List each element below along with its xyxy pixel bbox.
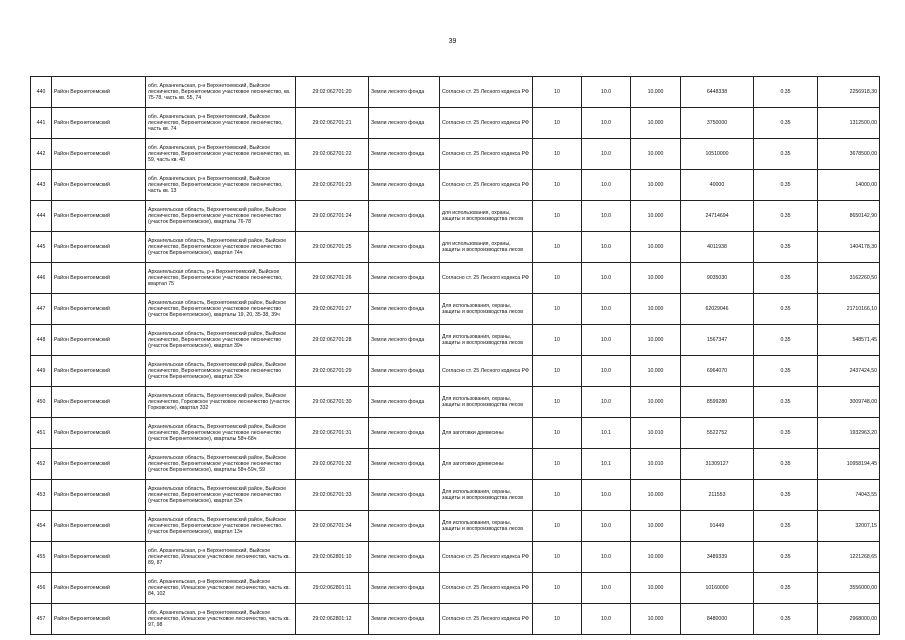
rate-cell: 0.35 [754, 294, 818, 325]
rate-cell: 0.35 [754, 201, 818, 232]
code-2-cell: 10.0 [582, 139, 631, 170]
value-cell: 548571,45 [818, 325, 880, 356]
district-cell: Район Верхнетоемский [52, 480, 146, 511]
table-row [31, 604, 880, 635]
code-1-cell: 10 [533, 77, 582, 108]
district-cell: Район Верхнетоемский [52, 201, 146, 232]
address-cell: Архангельская область, Верхнетоемский район, Выйское лесничество, Верхнетоемское участковое лесничество (участок Верхнетоемское), квартал 74ч [146, 232, 296, 263]
area-cell: 211553 [681, 480, 754, 511]
permitted-use-cell: Согласно ст. 25 Лесного кодекса РФ [440, 356, 533, 387]
permitted-use-cell: Для заготовки древесины [440, 449, 533, 480]
value-cell: 2968000,00 [818, 604, 880, 635]
area-cell: 24714694 [681, 201, 754, 232]
table-row [31, 232, 880, 263]
row-number-cell: 455 [31, 542, 52, 573]
code-2-cell: 10.1 [582, 449, 631, 480]
code-2-cell: 10.0 [582, 387, 631, 418]
district-cell: Район Верхнетоемский [52, 108, 146, 139]
value-cell: 32007,15 [818, 511, 880, 542]
address-cell: Архангельская область, Верхнетоемский район, Выйское лесничество, Верхнетоемское участковое лесничество (участок Верхнетоемское), кварталы 76-78 [146, 201, 296, 232]
land-category-cell: Земли лесного фонда [369, 170, 440, 201]
district-cell: Район Верхнетоемский [52, 542, 146, 573]
land-category-cell: Земли лесного фонда [369, 356, 440, 387]
district-cell: Район Верхнетоемский [52, 170, 146, 201]
area-cell: 31309127 [681, 449, 754, 480]
code-1-cell: 10 [533, 294, 582, 325]
code-3-cell: 10.000 [631, 77, 681, 108]
value-cell: 2256918,30 [818, 77, 880, 108]
cadastral-number-cell: 29:02:062701:27 [296, 294, 369, 325]
cadastral-number-cell: 29:02:062701:21 [296, 108, 369, 139]
address-cell: обл. Архангельская, р-н Верхнетоемский, Выйское лесничество, Илешское участковое лесничество, часть кв. 97, 98 [146, 604, 296, 635]
address-cell: обл. Архангельская, р-н Верхнетоемский, Выйское лесничество, Илешское участковое лесничество, часть кв. 84, 102 [146, 573, 296, 604]
code-3-cell: 10.000 [631, 542, 681, 573]
code-1-cell: 10 [533, 480, 582, 511]
permitted-use-cell: для использования, охраны, защиты и воспроизводства лесов [440, 201, 533, 232]
land-category-cell: Земли лесного фонда [369, 387, 440, 418]
code-1-cell: 10 [533, 139, 582, 170]
district-cell: Район Верхнетоемский [52, 232, 146, 263]
address-cell: Архангельская область, Верхнетоемский район, Выйское лесничество, Верхнетоемское участковое лесничество (участок Верхнетоемское), кварталы 58ч-68ч [146, 418, 296, 449]
address-cell: обл. Архангельская, р-н Верхнетоемский, Выйское лесничество, Верхнетоемское участковое лесничество, кв. 75-78, часть кв. 55, 74 [146, 77, 296, 108]
code-1-cell: 10 [533, 108, 582, 139]
code-2-cell: 10.0 [582, 77, 631, 108]
code-2-cell: 10.0 [582, 263, 631, 294]
code-1-cell: 10 [533, 604, 582, 635]
land-category-cell: Земли лесного фонда [369, 201, 440, 232]
code-3-cell: 10.000 [631, 356, 681, 387]
value-cell: 3009748,00 [818, 387, 880, 418]
code-2-cell: 10.0 [582, 480, 631, 511]
row-number-cell: 445 [31, 232, 52, 263]
cadastral-number-cell: 29:02:062701:29 [296, 356, 369, 387]
rate-cell: 0.35 [754, 356, 818, 387]
cadastral-number-cell: 29:02:062701:30 [296, 387, 369, 418]
code-3-cell: 10.000 [631, 511, 681, 542]
code-2-cell: 10.0 [582, 108, 631, 139]
land-category-cell: Земли лесного фонда [369, 511, 440, 542]
value-cell: 14000,00 [818, 170, 880, 201]
table-row [31, 449, 880, 480]
table-row [31, 170, 880, 201]
row-number-cell: 457 [31, 604, 52, 635]
code-3-cell: 10.000 [631, 480, 681, 511]
area-cell: 8480000 [681, 604, 754, 635]
value-cell: 3556000,00 [818, 573, 880, 604]
permitted-use-cell: Согласно ст. 25 Лесного кодекса РФ [440, 573, 533, 604]
district-cell: Район Верхнетоемский [52, 449, 146, 480]
area-cell: 1567347 [681, 325, 754, 356]
row-number-cell: 450 [31, 387, 52, 418]
code-3-cell: 10.000 [631, 232, 681, 263]
row-number-cell: 444 [31, 201, 52, 232]
code-2-cell: 10.0 [582, 604, 631, 635]
table-row [31, 77, 880, 108]
table-row [31, 263, 880, 294]
table-row [31, 325, 880, 356]
table-row [31, 108, 880, 139]
area-cell: 6964070 [681, 356, 754, 387]
code-3-cell: 10.000 [631, 325, 681, 356]
value-cell: 1404178,30 [818, 232, 880, 263]
rate-cell: 0.35 [754, 263, 818, 294]
district-cell: Район Верхнетоемский [52, 387, 146, 418]
code-3-cell: 10.000 [631, 201, 681, 232]
value-cell: 1932963,20 [818, 418, 880, 449]
table-row [31, 201, 880, 232]
code-2-cell: 10.0 [582, 201, 631, 232]
rate-cell: 0.35 [754, 387, 818, 418]
row-number-cell: 454 [31, 511, 52, 542]
rate-cell: 0.35 [754, 542, 818, 573]
land-category-cell: Земли лесного фонда [369, 325, 440, 356]
row-number-cell: 456 [31, 573, 52, 604]
land-category-cell: Земли лесного фонда [369, 573, 440, 604]
row-number-cell: 451 [31, 418, 52, 449]
row-number-cell: 448 [31, 325, 52, 356]
land-category-cell: Земли лесного фонда [369, 77, 440, 108]
table-row [31, 139, 880, 170]
code-1-cell: 10 [533, 511, 582, 542]
value-cell: 21710166,10 [818, 294, 880, 325]
row-number-cell: 440 [31, 77, 52, 108]
district-cell: Район Верхнетоемский [52, 139, 146, 170]
land-category-cell: Земли лесного фонда [369, 449, 440, 480]
rate-cell: 0.35 [754, 573, 818, 604]
code-1-cell: 10 [533, 542, 582, 573]
rate-cell: 0.35 [754, 139, 818, 170]
district-cell: Район Верхнетоемский [52, 418, 146, 449]
area-cell: 8599280 [681, 387, 754, 418]
code-1-cell: 10 [533, 325, 582, 356]
rate-cell: 0.35 [754, 480, 818, 511]
address-cell: Архангельская область, Верхнетоемский район, Выйское лесничество, Верхнетоемское участковое лесничество (участок Верхнетоемское), квартал 33ч [146, 356, 296, 387]
code-2-cell: 10.0 [582, 325, 631, 356]
row-number-cell: 452 [31, 449, 52, 480]
rate-cell: 0.35 [754, 77, 818, 108]
code-2-cell: 10.1 [582, 418, 631, 449]
code-3-cell: 10.010 [631, 449, 681, 480]
code-1-cell: 10 [533, 263, 582, 294]
code-2-cell: 10.0 [582, 542, 631, 573]
land-registry-table [30, 76, 880, 635]
address-cell: Архангельская область, р-н Верхнетоемский, Выйское лесничество, Верхнетоемское участковое лесничество, квартал 75 [146, 263, 296, 294]
address-cell: Архангельская область, Верхнетоемский район, Выйское лесничество, Верхнетоемское участковое лесничество (участок Верхнетоемское), квартал 33ч [146, 480, 296, 511]
table-row [31, 387, 880, 418]
permitted-use-cell: Согласно ст. 25 Лесного кодекса РФ [440, 542, 533, 573]
address-cell: обл. Архангельская, р-н Верхнетоемский, Выйское лесничество, Верхнетоемское участковое лесничество, часть кв. 74 [146, 108, 296, 139]
code-3-cell: 10.000 [631, 170, 681, 201]
row-number-cell: 449 [31, 356, 52, 387]
value-cell: 1312500,00 [818, 108, 880, 139]
district-cell: Район Верхнетоемский [52, 604, 146, 635]
code-3-cell: 10.000 [631, 108, 681, 139]
address-cell: обл. Архангельская, р-н Верхнетоемский, Выйское лесничество, Илешское участковое лесничество, часть кв. 89, 87 [146, 542, 296, 573]
cadastral-number-cell: 29:02:062801:11 [296, 573, 369, 604]
land-category-cell: Земли лесного фонда [369, 542, 440, 573]
page-number: 39 [448, 38, 457, 45]
cadastral-number-cell: 29:02:062701:33 [296, 480, 369, 511]
code-3-cell: 10.000 [631, 263, 681, 294]
permitted-use-cell: Согласно ст. 25 Лесного кодекса РФ [440, 170, 533, 201]
permitted-use-cell: Для использования, охраны, защиты и воспроизводства лесов [440, 387, 533, 418]
district-cell: Район Верхнетоемский [52, 356, 146, 387]
table-row [31, 356, 880, 387]
table-row [31, 294, 880, 325]
address-cell: Архангельская область, Верхнетоемский район, Выйское лесничество, Верхнетоемское участковое лесничество (участок Верхнетоемское), кварталы 19, 20, 35-38, 39ч [146, 294, 296, 325]
area-cell: 3750000 [681, 108, 754, 139]
permitted-use-cell: Для использования, охраны, защиты и воспроизводства лесов [440, 325, 533, 356]
cadastral-number-cell: 29:02:062701:31 [296, 418, 369, 449]
cadastral-number-cell: 29:02:062701:20 [296, 77, 369, 108]
permitted-use-cell: Согласно ст. 25 Лесного кодекса РФ [440, 263, 533, 294]
land-category-cell: Земли лесного фонда [369, 604, 440, 635]
table-row [31, 542, 880, 573]
value-cell: 1221268,65 [818, 542, 880, 573]
value-cell: 74043,55 [818, 480, 880, 511]
rate-cell: 0.35 [754, 170, 818, 201]
cadastral-number-cell: 29:02:062701:28 [296, 325, 369, 356]
permitted-use-cell: Для использования, охраны, защиты и воспроизводства лесов [440, 480, 533, 511]
code-3-cell: 10.000 [631, 139, 681, 170]
land-category-cell: Земли лесного фонда [369, 263, 440, 294]
cadastral-number-cell: 29:02:062701:23 [296, 170, 369, 201]
district-cell: Район Верхнетоемский [52, 325, 146, 356]
permitted-use-cell: Для использования, охраны, защиты и воспроизводства лесов [440, 294, 533, 325]
permitted-use-cell: Для заготовки древесины [440, 418, 533, 449]
address-cell: Архангельская область, Верхнетоемский район, Выйское лесничество, Верхнетоемское участковое лесничество. (участок Верхнетоемское), квартал 13ч [146, 511, 296, 542]
code-3-cell: 10.010 [631, 418, 681, 449]
permitted-use-cell: для использования, охраны, защиты и воспроизводства лесов [440, 232, 533, 263]
cadastral-number-cell: 29:02:062701:22 [296, 139, 369, 170]
table-row [31, 511, 880, 542]
area-cell: 62029046 [681, 294, 754, 325]
row-number-cell: 443 [31, 170, 52, 201]
code-2-cell: 10.0 [582, 511, 631, 542]
code-1-cell: 10 [533, 170, 582, 201]
rate-cell: 0.35 [754, 232, 818, 263]
code-3-cell: 10.000 [631, 604, 681, 635]
area-cell: 40000 [681, 170, 754, 201]
area-cell: 3489339 [681, 542, 754, 573]
table-row [31, 573, 880, 604]
code-1-cell: 10 [533, 387, 582, 418]
row-number-cell: 441 [31, 108, 52, 139]
district-cell: Район Верхнетоемский [52, 263, 146, 294]
code-1-cell: 10 [533, 573, 582, 604]
row-number-cell: 453 [31, 480, 52, 511]
row-number-cell: 442 [31, 139, 52, 170]
address-cell: Архангельская область, Верхнетоемский район, Выйское лесничество, Верхнетоемское участковое лесничество (участок Верхнетоемское), кварталы 58ч-59ч, 59 [146, 449, 296, 480]
area-cell: 4011938 [681, 232, 754, 263]
code-1-cell: 10 [533, 232, 582, 263]
cadastral-number-cell: 29:02:062701:24 [296, 201, 369, 232]
cadastral-number-cell: 29:02:062701:26 [296, 263, 369, 294]
rate-cell: 0.35 [754, 449, 818, 480]
row-number-cell: 447 [31, 294, 52, 325]
rate-cell: 0.35 [754, 511, 818, 542]
code-2-cell: 10.0 [582, 573, 631, 604]
land-category-cell: Земли лесного фонда [369, 232, 440, 263]
land-category-cell: Земли лесного фонда [369, 108, 440, 139]
district-cell: Район Верхнетоемский [52, 77, 146, 108]
cadastral-number-cell: 29:02:062701:25 [296, 232, 369, 263]
table-row [31, 480, 880, 511]
code-1-cell: 10 [533, 201, 582, 232]
district-cell: Район Верхнетоемский [52, 573, 146, 604]
cadastral-number-cell: 29:02:062801:12 [296, 604, 369, 635]
district-cell: Район Верхнетоемский [52, 511, 146, 542]
address-cell: Архангельская область, Верхнетоемский район, Выйское лесничество, Горковское участковое лесничество (участок Горковское), квартал 332 [146, 387, 296, 418]
area-cell: 10510000 [681, 139, 754, 170]
land-category-cell: Земли лесного фонда [369, 294, 440, 325]
code-1-cell: 10 [533, 449, 582, 480]
cadastral-number-cell: 29:02:062801:10 [296, 542, 369, 573]
address-cell: Архангельская область, Верхнетоемский район, Выйское лесничество, Верхнетоемское участковое лесничество (участок Верхнетоемское), квартал 39ч [146, 325, 296, 356]
value-cell: 2437424,50 [818, 356, 880, 387]
address-cell: обл. Архангельская, р-н Верхнетоемский, Выйское лесничество, Верхнетоемское участковое лесничество, часть кв. 13 [146, 170, 296, 201]
code-1-cell: 10 [533, 418, 582, 449]
code-2-cell: 10.0 [582, 170, 631, 201]
area-cell: 5522752 [681, 418, 754, 449]
value-cell: 10958194,45 [818, 449, 880, 480]
cadastral-number-cell: 29:02:062701:34 [296, 511, 369, 542]
cadastral-number-cell: 29:02:062701:32 [296, 449, 369, 480]
address-cell: обл. Архангельская, р-н Верхнетоемский, Выйское лесничество, Верхнетоемское участковое лесничество, кв. 59, часть кв. 40 [146, 139, 296, 170]
district-cell: Район Верхнетоемский [52, 294, 146, 325]
area-cell: 9035030 [681, 263, 754, 294]
code-2-cell: 10.0 [582, 232, 631, 263]
permitted-use-cell: Согласно ст. 25 Лесного кодекса РФ [440, 108, 533, 139]
area-cell: 91449 [681, 511, 754, 542]
rate-cell: 0.35 [754, 604, 818, 635]
area-cell: 6448338 [681, 77, 754, 108]
code-3-cell: 10.000 [631, 294, 681, 325]
code-2-cell: 10.0 [582, 294, 631, 325]
permitted-use-cell: Согласно ст. 25 Лесного кодекса РФ [440, 604, 533, 635]
code-2-cell: 10.0 [582, 356, 631, 387]
value-cell: 3678500,00 [818, 139, 880, 170]
code-3-cell: 10.000 [631, 387, 681, 418]
row-number-cell: 446 [31, 263, 52, 294]
land-category-cell: Земли лесного фонда [369, 480, 440, 511]
value-cell: 3162260,50 [818, 263, 880, 294]
land-category-cell: Земли лесного фонда [369, 418, 440, 449]
value-cell: 8650142,90 [818, 201, 880, 232]
permitted-use-cell: Согласно ст. 25 Лесного кодекса РФ [440, 139, 533, 170]
code-1-cell: 10 [533, 356, 582, 387]
permitted-use-cell: Для использования, охраны, защиты и воспроизводства лесов [440, 511, 533, 542]
code-3-cell: 10.000 [631, 573, 681, 604]
rate-cell: 0.35 [754, 108, 818, 139]
land-category-cell: Земли лесного фонда [369, 139, 440, 170]
permitted-use-cell: Согласно ст. 25 Лесного кодекса РФ [440, 77, 533, 108]
rate-cell: 0.35 [754, 325, 818, 356]
registry-table-body [31, 77, 880, 635]
table-row [31, 418, 880, 449]
rate-cell: 0.35 [754, 418, 818, 449]
area-cell: 10160000 [681, 573, 754, 604]
